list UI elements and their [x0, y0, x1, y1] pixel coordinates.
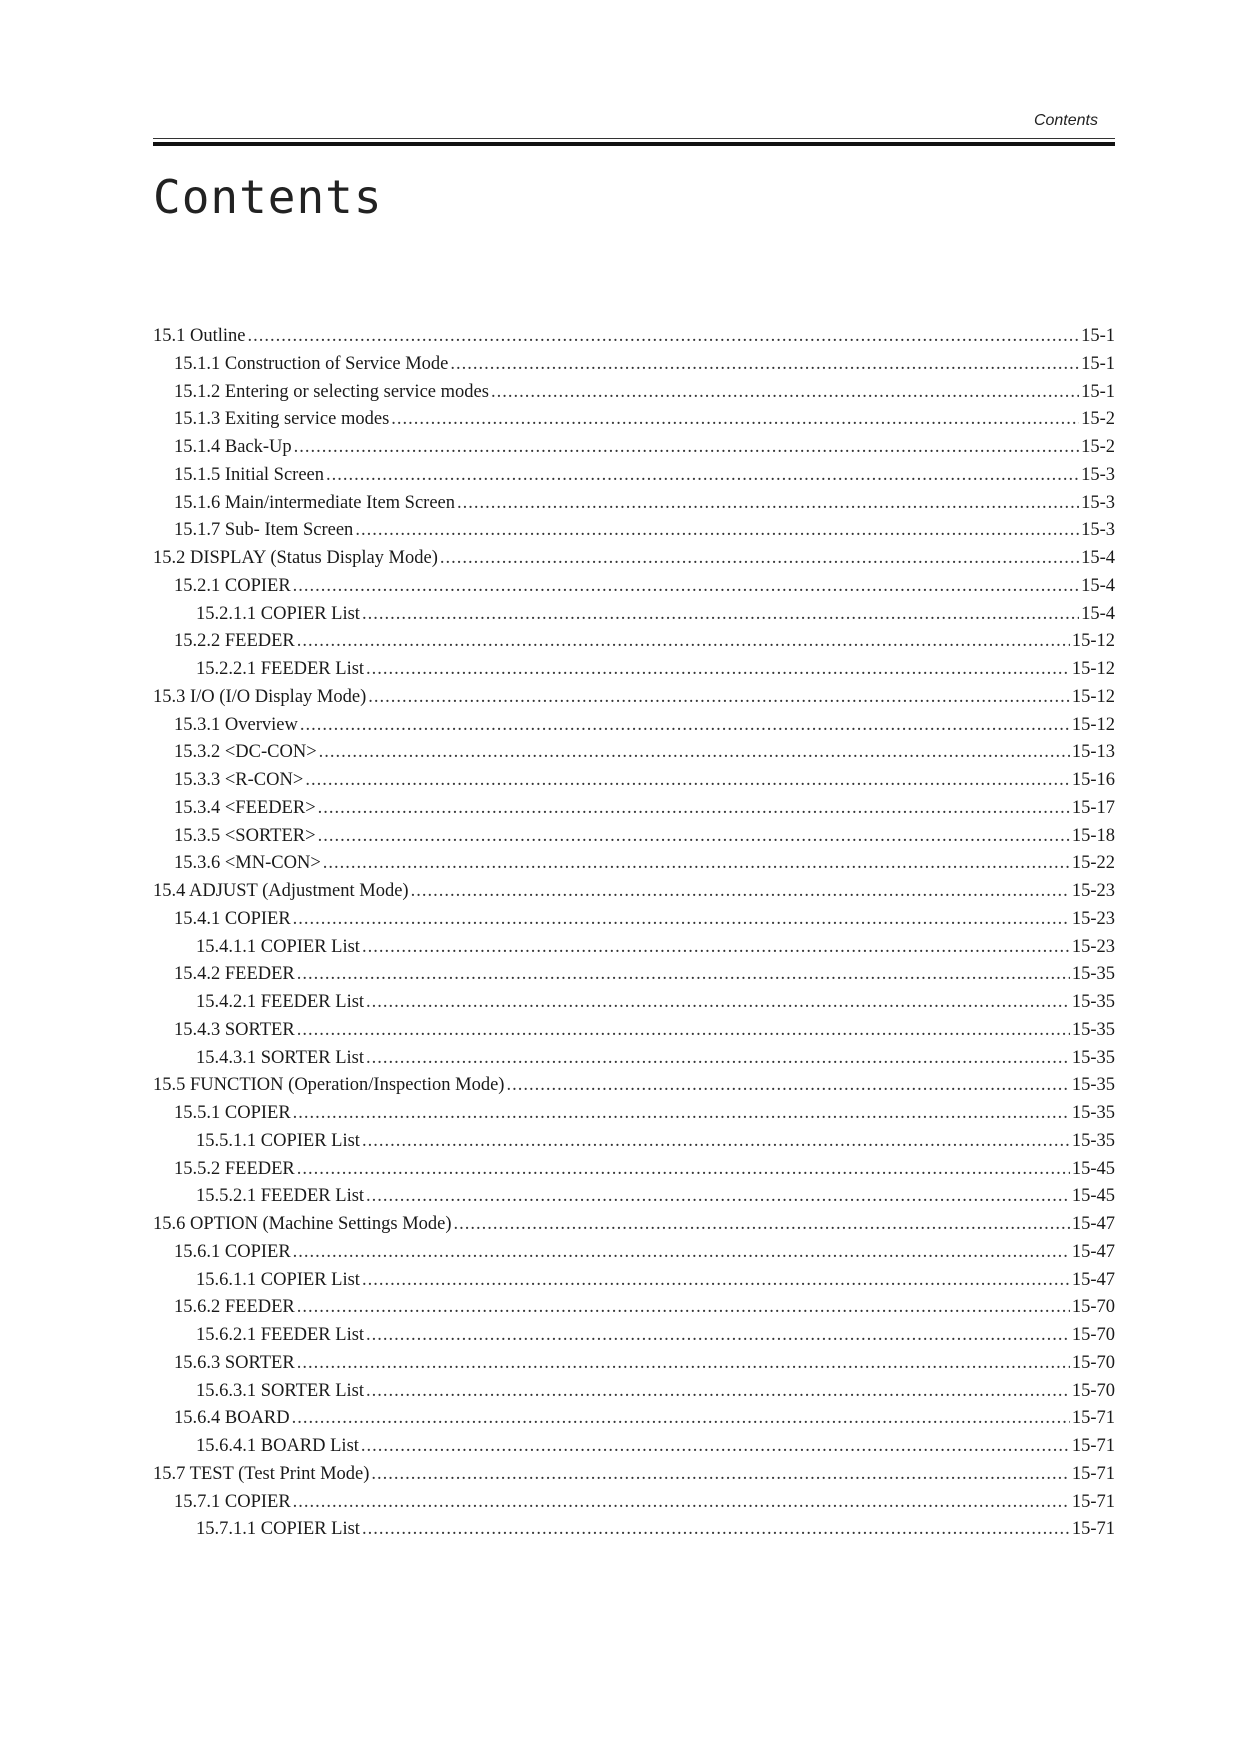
- toc-entry-page: 15-23: [1071, 908, 1115, 929]
- dot-leader: [293, 1242, 1070, 1263]
- toc-entry-title: 15.2.1 COPIER: [174, 575, 291, 596]
- toc-entry-title: 15.5.2 FEEDER: [174, 1158, 295, 1179]
- toc-entry[interactable]: [153, 715, 1115, 743]
- toc-entry-title: 15.1.4 Back-Up: [174, 437, 292, 457]
- dot-leader: [297, 631, 1070, 652]
- toc-entry-title: 15.6 OPTION (Machine Settings Mode): [153, 1214, 452, 1234]
- dot-leader: [355, 520, 1079, 541]
- toc-entry[interactable]: [153, 382, 1115, 410]
- page-header: [153, 110, 1115, 130]
- dot-leader: [362, 1519, 1070, 1540]
- dot-leader: [506, 1075, 1069, 1096]
- toc-entry-page: 15-70: [1071, 1325, 1115, 1345]
- toc-entry-page: 15-35: [1071, 1075, 1115, 1096]
- toc-entry-page: 15-4: [1081, 548, 1115, 568]
- toc-entry-page: 15-70: [1071, 1297, 1115, 1318]
- toc-entry-page: 15-70: [1071, 1352, 1115, 1373]
- toc-entry-page: 15-23: [1071, 881, 1115, 901]
- toc-entry-title: 15.3 I/O (I/O Display Mode): [153, 686, 367, 707]
- toc-entry-title: 15.1.3 Exiting service modes: [174, 409, 390, 430]
- toc-entry[interactable]: [153, 742, 1115, 770]
- toc-entry-title: 15.6.4 BOARD: [174, 1408, 290, 1429]
- toc-entry-page: 15-45: [1071, 1186, 1115, 1207]
- dot-leader: [292, 1408, 1070, 1429]
- toc-entry-page: 15-13: [1071, 742, 1115, 763]
- toc-entry-page: 15-12: [1071, 686, 1115, 707]
- toc-entry[interactable]: [153, 520, 1115, 548]
- dot-leader: [362, 604, 1079, 625]
- toc-entry[interactable]: [153, 1103, 1115, 1131]
- toc-entry-page: 15-3: [1081, 520, 1115, 541]
- toc-entry-title: 15.2.1.1 COPIER List: [196, 603, 360, 624]
- dot-leader: [293, 909, 1070, 930]
- toc-entry[interactable]: [153, 1297, 1115, 1325]
- toc-entry-title: 15.6.1.1 COPIER List: [196, 1269, 360, 1290]
- toc-entry-title: 15.2.2.1 FEEDER List: [196, 659, 365, 679]
- toc-entry-page: 15-71: [1071, 1463, 1115, 1484]
- toc-entry-title: 15.7.1.1 COPIER List: [196, 1519, 360, 1540]
- toc-entry[interactable]: [153, 604, 1115, 632]
- toc-entry-title: 15.6.2 FEEDER: [174, 1297, 295, 1318]
- toc-entry-page: 15-2: [1081, 437, 1115, 457]
- toc-entry-page: 15-18: [1071, 825, 1115, 846]
- header-rule-thick: [153, 142, 1115, 146]
- toc-entry-title: 15.3.2 <DC-CON>: [174, 742, 317, 763]
- toc-entry-page: 15-1: [1081, 326, 1115, 346]
- dot-leader: [362, 1131, 1070, 1152]
- toc-entry-page: 15-1: [1081, 353, 1115, 374]
- toc-entry[interactable]: [153, 1381, 1115, 1409]
- toc-entry-title: 15.6.4.1 BOARD List: [196, 1436, 359, 1456]
- dot-leader: [368, 687, 1070, 708]
- toc-entry[interactable]: [153, 1075, 1115, 1103]
- dot-leader: [411, 881, 1070, 902]
- toc-entry[interactable]: [153, 548, 1115, 576]
- toc-entry-page: 15-35: [1071, 1019, 1115, 1040]
- toc-entry[interactable]: [153, 1131, 1115, 1159]
- dot-leader: [361, 1436, 1070, 1457]
- toc-entry[interactable]: [153, 1353, 1115, 1381]
- header-rule-thin: [153, 138, 1115, 139]
- toc-entry-page: 15-35: [1071, 1130, 1115, 1151]
- toc-entry-page: 15-4: [1081, 575, 1115, 596]
- toc-entry-title: 15.1 Outline: [153, 326, 246, 346]
- toc-entry[interactable]: [153, 964, 1115, 992]
- dot-leader: [366, 659, 1070, 680]
- toc-entry-title: 15.1.6 Main/intermediate Item Screen: [174, 492, 456, 513]
- dot-leader: [305, 770, 1070, 791]
- toc-entry-page: 15-47: [1071, 1269, 1115, 1290]
- toc-entry-title: 15.1.7 Sub- Item Screen: [174, 520, 354, 541]
- toc-entry[interactable]: [153, 1464, 1115, 1492]
- toc-entry-title: 15.5.1 COPIER: [174, 1103, 291, 1123]
- toc-entry-title: 15.7.1 COPIER: [174, 1491, 291, 1512]
- dot-leader: [297, 1020, 1070, 1041]
- dot-leader: [457, 493, 1079, 514]
- toc-entry-title: 15.3.5 <SORTER>: [174, 825, 316, 846]
- toc-entry-title: 15.5.1.1 COPIER List: [196, 1130, 360, 1151]
- dot-leader: [440, 548, 1079, 569]
- toc-entry-page: 15-35: [1071, 964, 1115, 985]
- toc-entry-page: 15-71: [1071, 1519, 1115, 1540]
- dot-leader: [362, 937, 1070, 958]
- running-head: Contents: [1033, 112, 1098, 129]
- dot-leader: [300, 715, 1070, 736]
- dot-leader: [391, 409, 1079, 430]
- dot-leader: [326, 465, 1079, 486]
- toc-entry-title: 15.5.2.1 FEEDER List: [196, 1186, 365, 1207]
- toc-entry-page: 15-45: [1071, 1158, 1115, 1179]
- toc-entry-page: 15-2: [1081, 409, 1115, 430]
- toc-entry[interactable]: [153, 1020, 1115, 1048]
- toc-entry[interactable]: [153, 1325, 1115, 1353]
- dot-leader: [318, 798, 1070, 819]
- toc-entry[interactable]: [153, 631, 1115, 659]
- toc-entry-title: 15.5 FUNCTION (Operation/Inspection Mode): [153, 1075, 505, 1096]
- dot-leader: [366, 1325, 1070, 1346]
- toc-entry-title: 15.6.3 SORTER: [174, 1352, 295, 1373]
- page-title: Contents: [153, 170, 383, 224]
- dot-leader: [294, 437, 1079, 458]
- toc-entry-title: 15.4.1 COPIER: [174, 908, 291, 929]
- toc-entry-title: 15.4.3.1 SORTER List: [196, 1047, 364, 1068]
- dot-leader: [323, 853, 1070, 874]
- toc-entry[interactable]: [153, 798, 1115, 826]
- toc-entry-page: 15-23: [1071, 936, 1115, 957]
- toc-entry-title: 15.1.5 Initial Screen: [174, 464, 325, 485]
- toc-entry-title: 15.6.2.1 FEEDER List: [196, 1325, 365, 1345]
- toc-entry[interactable]: [153, 354, 1115, 382]
- dot-leader: [318, 826, 1070, 847]
- toc-entry-title: 15.3.3 <R-CON>: [174, 770, 304, 790]
- toc-entry-page: 15-71: [1071, 1436, 1115, 1456]
- toc-entry[interactable]: [153, 1214, 1115, 1242]
- toc-entry-page: 15-16: [1071, 770, 1115, 790]
- toc-entry-title: 15.4.2.1 FEEDER List: [196, 992, 365, 1012]
- toc-entry-page: 15-35: [1071, 1047, 1115, 1068]
- toc-entry-title: 15.4 ADJUST (Adjustment Mode): [153, 881, 409, 901]
- dot-leader: [362, 1270, 1070, 1291]
- dot-leader: [297, 1297, 1070, 1318]
- dot-leader: [366, 1186, 1070, 1207]
- dot-leader: [491, 382, 1079, 403]
- toc-entry-page: 15-35: [1071, 1103, 1115, 1123]
- toc-entry-page: 15-17: [1071, 797, 1115, 818]
- dot-leader: [293, 1103, 1070, 1124]
- dot-leader: [297, 1159, 1070, 1180]
- dot-leader: [366, 1381, 1070, 1402]
- dot-leader: [366, 992, 1070, 1013]
- toc-entry-title: 15.1.2 Entering or selecting service modes: [174, 381, 489, 402]
- toc-entry-title: 15.2 DISPLAY (Status Display Mode): [153, 548, 438, 568]
- dot-leader: [371, 1464, 1069, 1485]
- toc-entry[interactable]: [153, 992, 1115, 1020]
- dot-leader: [319, 742, 1070, 763]
- toc-entry[interactable]: [153, 659, 1115, 687]
- toc-entry-title: 15.3.6 <MN-CON>: [174, 853, 321, 874]
- dot-leader: [366, 1048, 1070, 1069]
- toc-entry-title: 15.4.3 SORTER: [174, 1019, 295, 1040]
- toc-entry[interactable]: [153, 1519, 1115, 1547]
- toc-entry-title: 15.3.4 <FEEDER>: [174, 797, 316, 818]
- toc-entry-title: 15.4.1.1 COPIER List: [196, 936, 360, 957]
- toc-entry[interactable]: [153, 909, 1115, 937]
- toc-entry[interactable]: [153, 409, 1115, 437]
- toc-entry[interactable]: [153, 1186, 1115, 1214]
- toc-entry-title: 15.7 TEST (Test Print Mode): [153, 1463, 370, 1484]
- toc-entry-page: 15-3: [1081, 464, 1115, 485]
- toc-entry-page: 15-12: [1071, 631, 1115, 652]
- toc-entry[interactable]: [153, 1270, 1115, 1298]
- toc-entry[interactable]: [153, 687, 1115, 715]
- toc-entry[interactable]: [153, 326, 1115, 354]
- toc-entry-title: 15.4.2 FEEDER: [174, 964, 295, 985]
- toc-entry-page: 15-70: [1071, 1380, 1115, 1401]
- toc-entry-page: 15-12: [1071, 714, 1115, 735]
- toc-entry[interactable]: [153, 1436, 1115, 1464]
- toc-entry-title: 15.3.1 Overview: [174, 714, 298, 735]
- toc-entry-page: 15-4: [1081, 603, 1115, 624]
- toc-entry-page: 15-22: [1071, 853, 1115, 874]
- toc-entry-page: 15-1: [1081, 381, 1115, 402]
- toc-entry-title: 15.6.1 COPIER: [174, 1241, 291, 1262]
- dot-leader: [248, 326, 1080, 347]
- toc-entry-title: 15.1.1 Construction of Service Mode: [174, 353, 449, 374]
- toc-entry[interactable]: [153, 826, 1115, 854]
- toc-entry[interactable]: [153, 1048, 1115, 1076]
- toc-entry[interactable]: [153, 881, 1115, 909]
- toc-entry[interactable]: [153, 770, 1115, 798]
- toc-entry[interactable]: [153, 437, 1115, 465]
- dot-leader: [450, 354, 1079, 375]
- toc-entry-title: 15.2.2 FEEDER: [174, 631, 295, 652]
- toc-entry[interactable]: [153, 853, 1115, 881]
- dot-leader: [454, 1214, 1070, 1235]
- dot-leader: [293, 576, 1079, 597]
- toc-entry[interactable]: [153, 465, 1115, 493]
- toc-entry[interactable]: [153, 1242, 1115, 1270]
- toc-entry-page: 15-35: [1071, 992, 1115, 1012]
- toc-entry[interactable]: [153, 576, 1115, 604]
- toc-entry-title: 15.6.3.1 SORTER List: [196, 1380, 364, 1401]
- toc-entry-page: 15-12: [1071, 659, 1115, 679]
- toc-entry-page: 15-47: [1071, 1214, 1115, 1234]
- toc-entry[interactable]: [153, 1159, 1115, 1187]
- toc-entry-page: 15-3: [1081, 492, 1115, 513]
- toc-entry[interactable]: [153, 937, 1115, 965]
- toc-entry-page: 15-47: [1071, 1241, 1115, 1262]
- toc-entry[interactable]: [153, 493, 1115, 521]
- toc-entry-page: 15-71: [1071, 1491, 1115, 1512]
- toc-entry[interactable]: [153, 1492, 1115, 1520]
- dot-leader: [297, 1353, 1070, 1374]
- table-of-contents: [153, 326, 1115, 1547]
- toc-entry-page: 15-71: [1071, 1408, 1115, 1429]
- dot-leader: [293, 1492, 1070, 1513]
- dot-leader: [297, 964, 1070, 985]
- toc-entry[interactable]: [153, 1408, 1115, 1436]
